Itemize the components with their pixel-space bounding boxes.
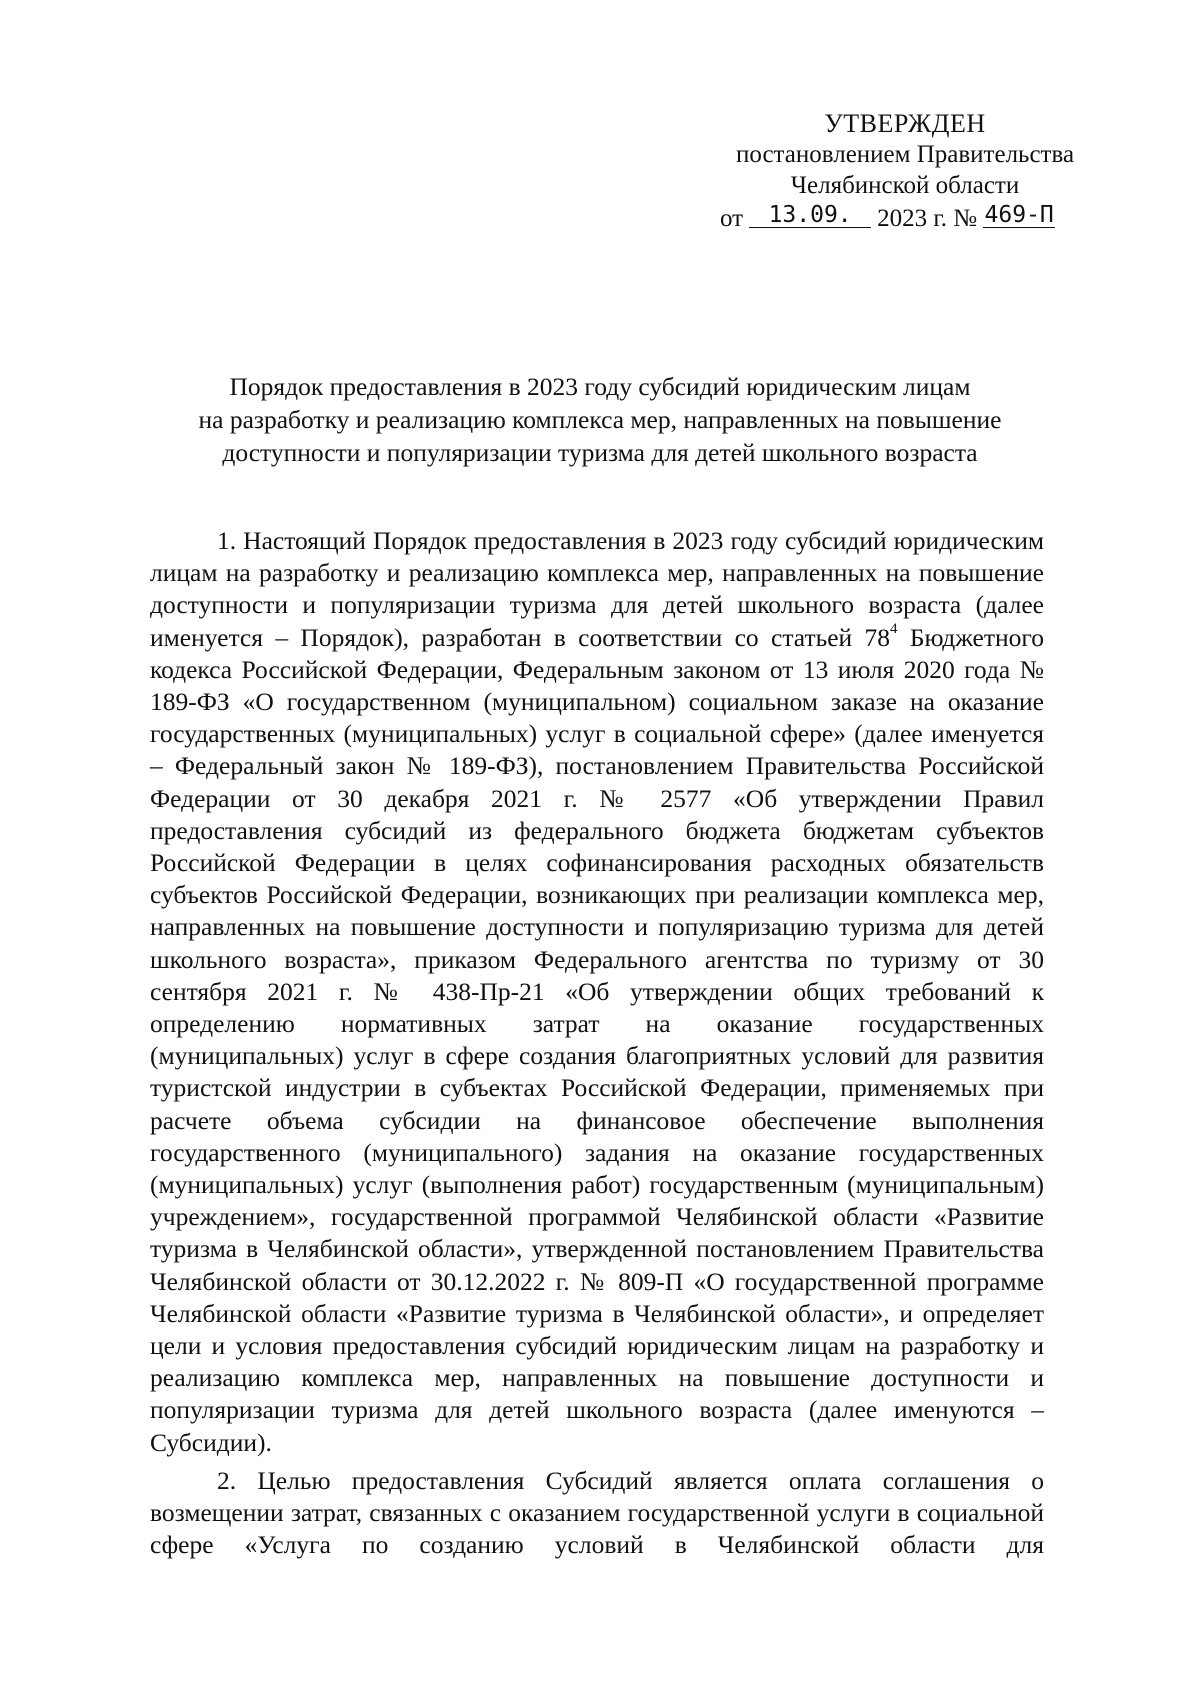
paragraph-1-text-a: 1. Настоящий Порядок предоставления в 2023 году субсидий юридическим лицам на разработку и реализацию комплекса мер, направленных на повышение доступности и популяризации туризма для детей школьного возраста (далее именуется – Порядок), разработан в соответствии со статьей 78 <box>150 526 1044 652</box>
paragraph-2: 2. Целью предоставления Субсидий является оплата соглашения о возмещении затрат, связанных с оказанием государственной услуги в социальной сфере «Услуга по созданию условий в Челябинской области для <box>150 1465 1044 1560</box>
title-line-2: на разработку и реализацию комплекса мер, направленных на повышение <box>198 405 1002 434</box>
paragraph-1-text-b: Бюджетного кодекса Российской Федерации, Федеральным законом от 13 июля 2020 года № 189-ФЗ «О государственном (муниципальном) социальном заказе на оказание государственных (муниципальных) услуг в социальной сфере» (далее именуется – Федеральный закон № 189-ФЗ), постановлением Правительства Российской Федерации от 30 декабря 2021 г. № 2577 «Об утверждении Правил предоставления субсидий из федерального бюджета бюджетам субъектов Российской Федерации в целях софинансирования расходных обязательств субъектов Российской Федерации, возникающих при реализации комплекса мер, направленных на повышение доступности и популяризацию туризма для детей школьного возраста», приказом Федерального агентства по туризму от 30 сентября 2021 г. № 438-Пр-21 «Об утверждении общих требований к определению нормативных затрат на оказание государственных (муниципальных) услуг в сфере создания благоприятных условий для развития туристской индустрии в субъектах Российской Федерации, применяемых при расчете объема субсидии на финансовое обеспечение выполнения государственного (муниципального) задания на оказание государственных (муниципальных) услуг (выполнения работ) государственным (муниципальным) учреждением», государственной программой Челябинской области «Развитие туризма в Челябинской области», утвержденной постановлением Правительства Челябинской области от 30.12.2022 г. № 809-П «О государственной программе Челябинской области «Развитие туризма в Челябинской области», и определяет цели и условия предоставления субсидий юридическим лицам на разработку и реализацию комплекса мер, направленных на повышение доступности и популяризации туризма для детей школьного возраста (далее именуются – Субсидии). <box>150 622 1044 1457</box>
approval-title: УТВЕРЖДЕН <box>824 109 986 138</box>
approval-line-resolution: постановлением Правительства <box>735 141 1075 168</box>
approval-block <box>690 108 1120 234</box>
title-line-1: Порядок предоставления в 2023 году субсидий юридическим лицам <box>229 372 971 401</box>
document-title <box>150 370 1050 469</box>
approval-date-line <box>690 203 1120 234</box>
date-field: 13.09. <box>749 203 871 228</box>
year-number-label: 2023 г. № <box>877 205 978 232</box>
paragraph-1 <box>150 525 1044 1459</box>
article-superscript: 4 <box>890 621 898 638</box>
title-line-3: доступности и популяризации туризма для детей школьного возраста <box>222 438 978 467</box>
approval-line-region: Челябинской области <box>790 172 1020 199</box>
document-body <box>150 525 1044 1568</box>
number-field: 469-П <box>984 202 1054 228</box>
date-prefix: от <box>720 205 744 232</box>
